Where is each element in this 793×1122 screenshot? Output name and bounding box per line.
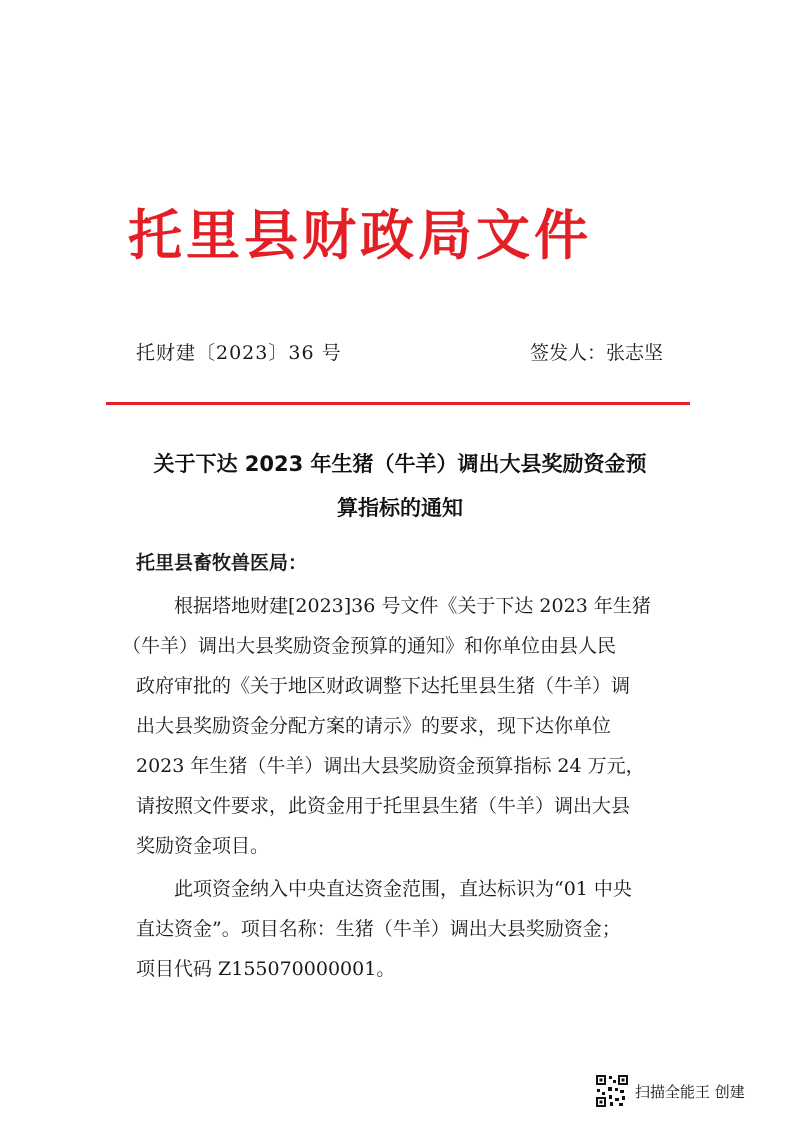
body-line: 2023 年生猪（牛羊）调出大县奖励资金预算指标 24 万元， — [136, 755, 645, 777]
body-line: 政府审批的《关于地区财政调整下达托里县生猪（牛羊）调 — [136, 675, 631, 697]
body-line: 出大县奖励资金分配方案的请示》的要求，现下达你单位 — [136, 715, 612, 737]
signer: 签发人：张志坚 — [530, 342, 664, 364]
addressee: 托里县畜牧兽医局： — [136, 552, 308, 574]
body-line: 此项资金纳入中央直达资金范围，直达标识为“01 中央 — [174, 878, 632, 900]
document-header-title: 托里县财政局文件 — [128, 203, 592, 267]
notice-title-line-2: 算指标的通知 — [337, 496, 463, 520]
header-divider — [106, 402, 690, 405]
body-line: 请按照文件要求，此资金用于托里县生猪（牛羊）调出大县 — [136, 795, 631, 817]
body-line: 根据塔地财建[2023]36 号文件《关于下达 2023 年生猪 — [174, 595, 651, 617]
notice-title — [110, 442, 690, 530]
body-line: 直达资金”。项目名称：生猪（牛羊）调出大县奖励资金； — [136, 918, 621, 940]
body-line: 奖励资金项目。 — [136, 835, 270, 857]
qr-code-icon — [595, 1074, 629, 1108]
notice-title-line-1: 关于下达 2023 年生猪（牛羊）调出大县奖励资金预 — [153, 452, 647, 476]
body-line: （牛羊）调出大县奖励资金预算的通知》和你单位由县人民 — [122, 635, 617, 657]
document-number: 托财建〔2023〕36 号 — [136, 342, 342, 364]
body-line: 项目代码 Z155070000001。 — [136, 958, 396, 980]
scanner-label: 扫描全能王 创建 — [635, 1082, 745, 1101]
scanner-watermark — [595, 1074, 745, 1108]
